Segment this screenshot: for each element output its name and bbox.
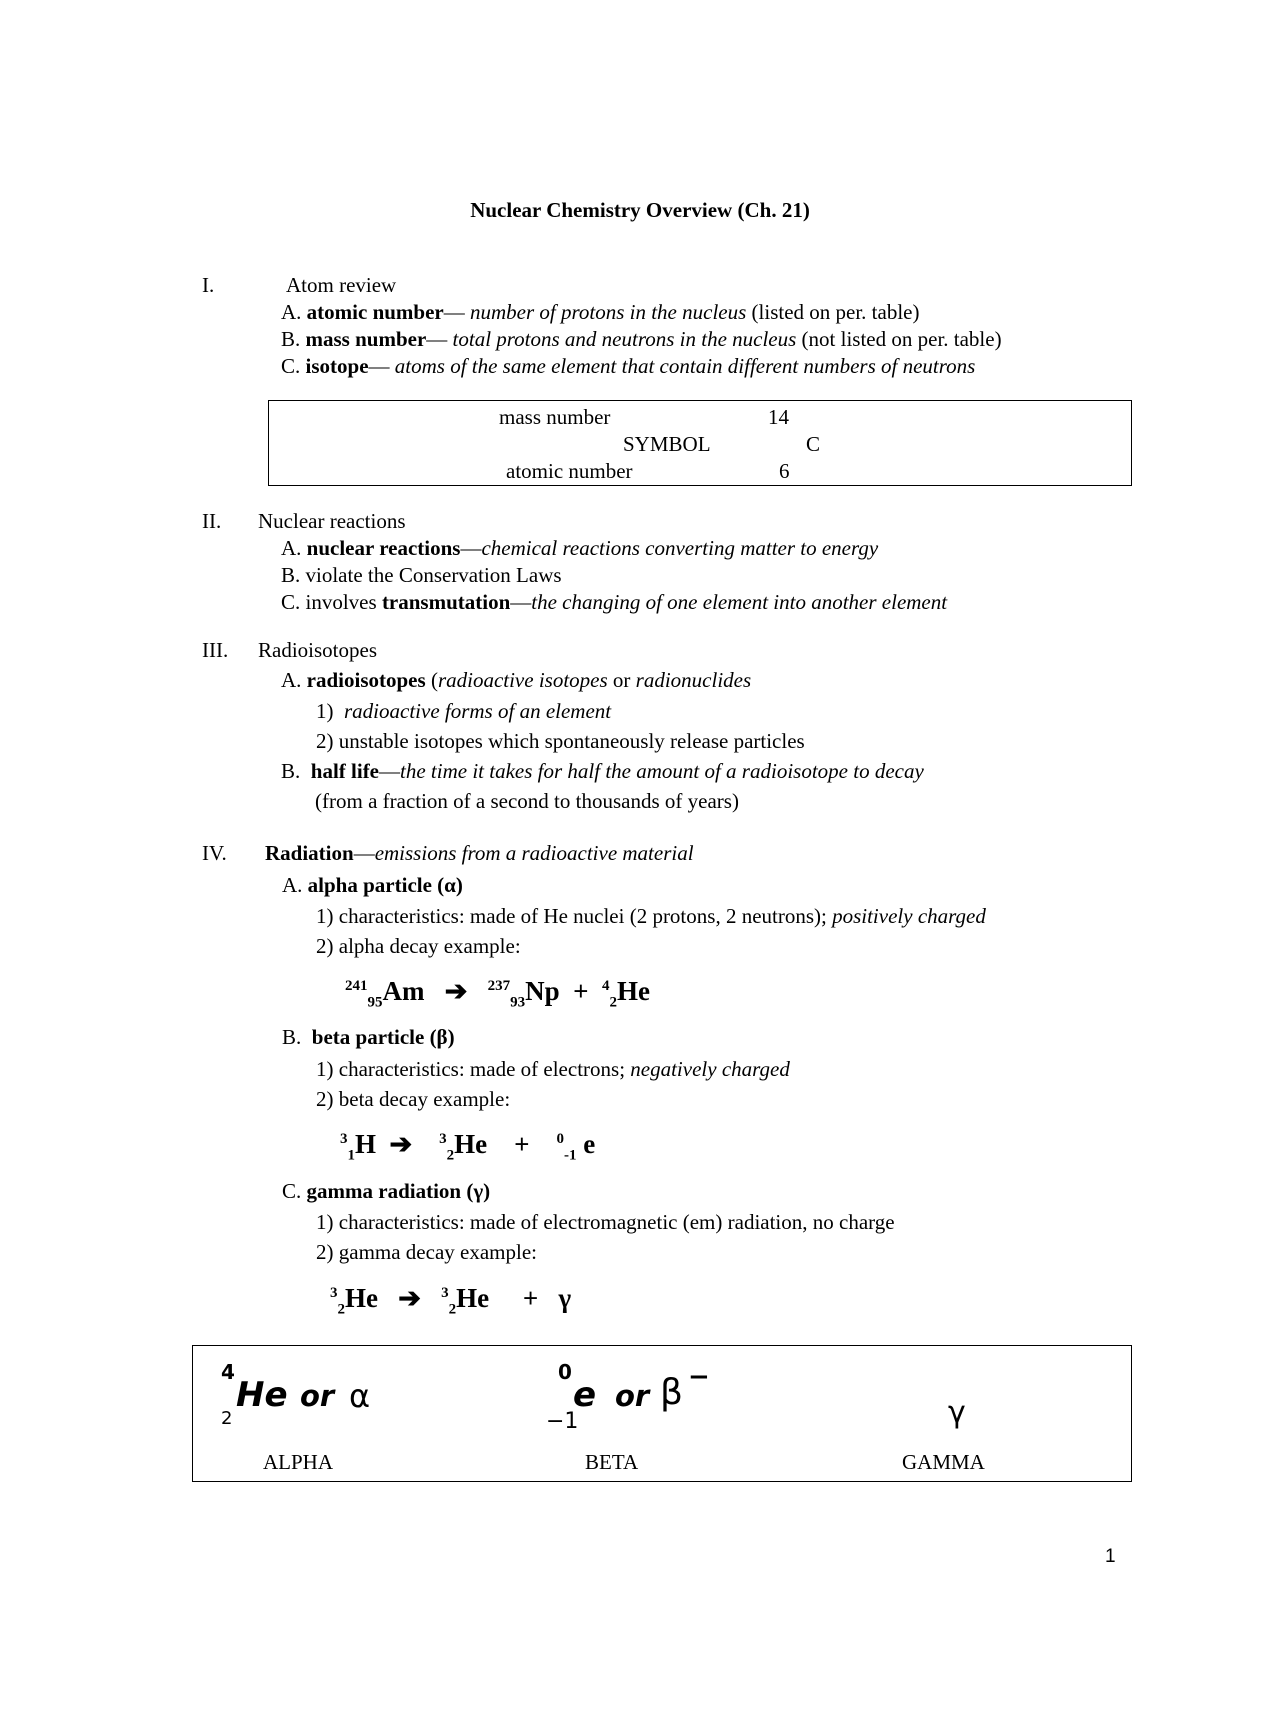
gamma-characteristics: 1) characteristics: made of electromagnetic (em) radiation, no charge xyxy=(316,1210,895,1234)
alpha-characteristics: 1) characteristics: made of He nuclei (2 protons, 2 neutrons); positively charged xyxy=(316,904,986,928)
alpha-caption: ALPHA xyxy=(263,1450,334,1474)
mass-number-item: B. mass number— total protons and neutrons in the nucleus (not listed on per. table) xyxy=(281,327,1002,351)
section-1-heading: Atom review xyxy=(286,273,397,297)
half-life-note: (from a fraction of a second to thousands of years) xyxy=(315,789,739,813)
atomic-number-item: A. atomic number— number of protons in the nucleus (listed on per. table) xyxy=(281,300,920,324)
beta-decay-equation: $^3_1$H ➔ $^3_2$He + $^0_{-1}$ e xyxy=(340,1129,596,1164)
alpha-decay-equation: $^{241}_{95}$Am ➔ $^{237}_{93}$Np + $^4_2$He xyxy=(345,976,651,1011)
gamma-example-label: 2) gamma decay example: xyxy=(316,1240,537,1264)
section-1-number: I. xyxy=(202,273,215,297)
isotope-item: C. isotope— atoms of the same element that contain different numbers of neutrons xyxy=(281,354,976,378)
section-2-heading: Nuclear reactions xyxy=(258,509,406,533)
atomic-number-label: atomic number xyxy=(506,459,633,483)
gamma-heading: C. gamma radiation (γ) xyxy=(282,1179,491,1203)
symbol-value: C xyxy=(806,432,821,456)
section-3-number: III. xyxy=(202,638,229,662)
mass-number-label: mass number xyxy=(499,405,611,429)
mass-number-value: 14 xyxy=(768,405,789,429)
half-life-item: B. half life—the time it takes for half the amount of a radioisotope to decay xyxy=(281,759,924,783)
section-3-heading: Radioisotopes xyxy=(258,638,377,662)
radioisotopes-subitem-1: 1) radioactive forms of an element xyxy=(316,699,612,723)
page-title: Nuclear Chemistry Overview (Ch. 21) xyxy=(470,198,810,222)
nuclear-reactions-item: A. nuclear reactions—chemical reactions converting matter to energy xyxy=(281,536,879,560)
beta-caption: BETA xyxy=(585,1450,639,1474)
section-4-number: IV. xyxy=(202,841,227,865)
atomic-number-value: 6 xyxy=(779,459,790,483)
beta-example-label: 2) beta decay example: xyxy=(316,1087,511,1111)
alpha-heading: A. alpha particle (α) xyxy=(282,873,463,897)
beta-characteristics: 1) characteristics: made of electrons; negatively charged xyxy=(316,1057,790,1081)
radioisotopes-subitem-2: 2) unstable isotopes which spontaneously release particles xyxy=(316,729,805,753)
page-number: 1 xyxy=(1105,1546,1116,1567)
radioisotopes-item: A. radioisotopes (radioactive isotopes or radionuclides xyxy=(281,668,752,692)
gamma-caption: GAMMA xyxy=(902,1450,985,1474)
conservation-laws-item: B. violate the Conservation Laws xyxy=(281,563,562,587)
symbol-label: SYMBOL xyxy=(623,432,711,456)
radiation-heading: Radiation—emissions from a radioactive material xyxy=(265,841,694,865)
transmutation-item: C. involves transmutation—the changing of one element into another element xyxy=(281,590,948,614)
section-2-number: II. xyxy=(202,509,222,533)
gamma-decay-equation: $^3_2$He ➔ $^3_2$He + γ xyxy=(330,1283,572,1318)
beta-heading: B. beta particle (β) xyxy=(282,1025,455,1049)
alpha-example-label: 2) alpha decay example: xyxy=(316,934,521,958)
